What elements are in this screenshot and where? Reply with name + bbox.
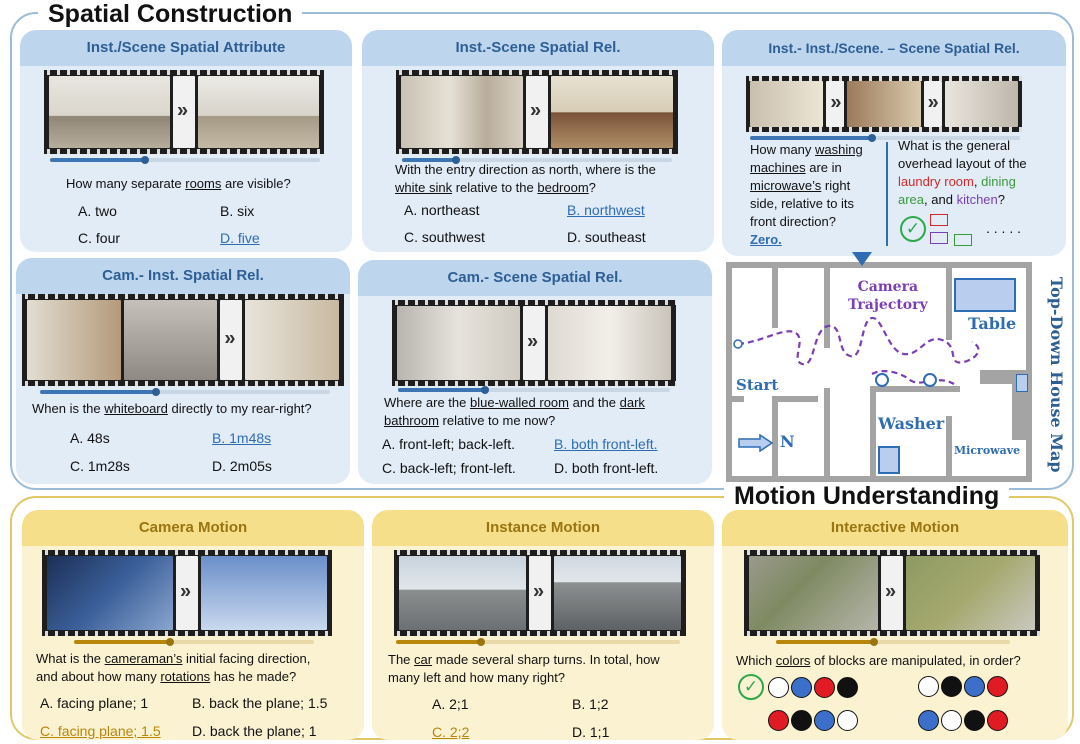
video-filmstrip xyxy=(392,300,676,386)
trajectory-label: Camera Trajectory xyxy=(848,279,928,313)
video-timeline xyxy=(396,640,680,644)
top-down-house-map xyxy=(726,262,1032,482)
color-set-1 xyxy=(738,674,860,700)
timeline-marker xyxy=(141,156,149,164)
camera-trajectory-path xyxy=(732,268,1026,476)
arrow-icon xyxy=(924,81,942,127)
panel-title: Cam.- Scene Spatial Rel. xyxy=(358,260,712,296)
check-icon: ✓ xyxy=(738,674,764,700)
block-dot xyxy=(837,710,858,731)
table-label: Table xyxy=(968,314,1017,333)
video-frame xyxy=(906,556,1035,630)
option-c-answer: C. 2;2 xyxy=(432,724,470,740)
panel-title: Inst.- Inst./Scene. – Scene Spatial Rel. xyxy=(722,30,1066,66)
arrow-icon xyxy=(173,76,195,148)
timeline-progress xyxy=(40,390,156,394)
video-frame xyxy=(397,306,520,380)
option-a: A. 48s xyxy=(70,430,110,446)
panel-cam-inst-rel xyxy=(16,258,350,484)
color-set-4 xyxy=(918,710,1010,731)
option-d-answer: D. five xyxy=(220,230,260,246)
timeline-marker xyxy=(166,638,174,646)
video-timeline xyxy=(74,640,314,644)
video-frame xyxy=(749,556,878,630)
divider-line xyxy=(886,142,888,246)
layout-purple-box xyxy=(930,232,948,244)
block-dot xyxy=(964,710,985,731)
block-dot xyxy=(791,710,812,731)
question-text: How many separate rooms are visible? xyxy=(66,176,291,191)
check-icon: ✓ xyxy=(900,216,926,242)
arrow-icon xyxy=(881,556,903,630)
color-set-2 xyxy=(918,676,1010,697)
option-c: C. back-left; front-left. xyxy=(382,460,516,476)
microwave-label: Microwave xyxy=(954,444,1021,457)
panel-title: Cam.- Inst. Spatial Rel. xyxy=(16,258,350,294)
video-frame xyxy=(847,81,920,127)
video-timeline xyxy=(50,158,320,162)
arrow-icon xyxy=(176,556,198,630)
video-frame xyxy=(27,300,121,380)
panel-inst-inst-scene-rel xyxy=(722,30,1066,256)
panel-spatial-attribute xyxy=(20,30,352,252)
motion-understanding-title: Motion Understanding xyxy=(724,482,1009,510)
option-b: B. six xyxy=(220,203,255,219)
question-text-washing: How many washing machines are in microwave’s right side, relative to its front direction? xyxy=(750,142,863,229)
option-c: C. southwest xyxy=(404,229,485,245)
video-frame xyxy=(124,300,218,380)
option-d: D. 1;1 xyxy=(572,724,610,740)
video-frame xyxy=(399,556,526,630)
panel-instance-motion xyxy=(372,510,714,740)
video-frame xyxy=(245,300,339,380)
arrow-icon xyxy=(826,81,844,127)
timeline-marker xyxy=(152,388,160,396)
block-dot xyxy=(987,710,1008,731)
arrow-icon xyxy=(526,76,548,148)
video-filmstrip xyxy=(22,294,344,386)
block-dot xyxy=(918,676,939,697)
option-b-answer: B. both front-left. xyxy=(554,436,658,452)
timeline-progress xyxy=(750,136,872,140)
option-c: C. 1m28s xyxy=(70,458,130,474)
block-dot xyxy=(837,677,858,698)
video-frame xyxy=(49,76,170,148)
arrow-icon xyxy=(220,300,242,380)
layout-red-box xyxy=(930,214,948,226)
timeline-marker xyxy=(481,386,489,394)
video-frame xyxy=(554,556,681,630)
option-a: A. 2;1 xyxy=(432,696,469,712)
arrow-icon xyxy=(523,306,545,380)
panel-camera-motion xyxy=(22,510,364,740)
video-filmstrip xyxy=(394,550,686,636)
block-dot xyxy=(941,710,962,731)
arrow-icon xyxy=(529,556,551,630)
washer-label: Washer xyxy=(878,414,945,433)
option-b-answer: B. northwest xyxy=(567,202,645,218)
video-timeline xyxy=(398,388,670,392)
option-d: D. 2m05s xyxy=(212,458,272,474)
option-a: A. northeast xyxy=(404,202,480,218)
block-dot xyxy=(768,677,789,698)
timeline-progress xyxy=(776,640,874,644)
block-dot xyxy=(791,677,812,698)
video-frame xyxy=(548,306,671,380)
answer-zero: Zero. xyxy=(750,232,782,247)
video-filmstrip xyxy=(746,76,1022,132)
question-text: When is the whiteboard directly to my rear-right? xyxy=(32,401,312,416)
timeline-progress xyxy=(396,640,481,644)
video-frame xyxy=(945,81,1018,127)
panel-title: Inst./Scene Spatial Attribute xyxy=(20,30,352,66)
panel-title: Interactive Motion xyxy=(722,510,1068,546)
option-d: D. back the plane; 1 xyxy=(192,723,317,739)
panel-inst-scene-rel xyxy=(362,30,714,252)
video-filmstrip xyxy=(396,70,678,154)
panel-title: Inst.-Scene Spatial Rel. xyxy=(362,30,714,66)
video-timeline xyxy=(40,390,330,394)
video-filmstrip xyxy=(44,70,324,154)
video-frame xyxy=(47,556,173,630)
spatial-construction-title: Spatial Construction xyxy=(38,0,302,28)
video-frame xyxy=(198,76,319,148)
question-text: Which colors of blocks are manipulated, in order? xyxy=(736,653,1021,668)
video-timeline xyxy=(776,640,1010,644)
video-frame xyxy=(750,81,823,127)
block-dot xyxy=(814,710,835,731)
option-d: D. both front-left. xyxy=(554,460,659,476)
video-frame xyxy=(401,76,523,148)
video-frame xyxy=(551,76,673,148)
panel-title: Camera Motion xyxy=(22,510,364,546)
option-d: D. southeast xyxy=(567,229,646,245)
trajectory-pointer xyxy=(852,252,872,266)
option-a: A. two xyxy=(78,203,117,219)
video-filmstrip xyxy=(42,550,332,636)
layout-green-box xyxy=(954,234,972,246)
option-b: B. 1;2 xyxy=(572,696,609,712)
question-text: What is the cameraman’s initial facing direction, and about how many rotations has he made? xyxy=(36,651,311,684)
top-down-house-map-label: Top-Down House Map xyxy=(1047,277,1066,473)
block-dot xyxy=(814,677,835,698)
start-label: Start xyxy=(736,376,779,394)
color-set-3 xyxy=(768,710,860,731)
option-a: A. front-left; back-left. xyxy=(382,436,516,452)
block-dot xyxy=(918,710,939,731)
panel-interactive-motion xyxy=(722,510,1068,740)
question-text-layout: What is the general overhead layout of the laundry room, dining area, and kitchen? xyxy=(898,138,1027,207)
video-frame xyxy=(201,556,327,630)
option-c-answer: C. facing plane; 1.5 xyxy=(40,723,161,739)
block-dot xyxy=(768,710,789,731)
block-dot xyxy=(987,676,1008,697)
option-c: C. four xyxy=(78,230,121,246)
timeline-marker xyxy=(870,638,878,646)
north-label: N xyxy=(780,432,795,451)
option-b: B. back the plane; 1.5 xyxy=(192,695,328,711)
question-text: Where are the blue-walled room and the dark bathroom relative to me now? xyxy=(384,395,645,428)
ellipsis: . . . . . xyxy=(986,220,1022,236)
block-dot xyxy=(941,676,962,697)
panel-title: Instance Motion xyxy=(372,510,714,546)
timeline-progress xyxy=(74,640,170,644)
timeline-marker xyxy=(477,638,485,646)
question-text: The car made several sharp turns. In total, how many left and how many right? xyxy=(388,652,660,685)
option-a: A. facing plane; 1 xyxy=(40,695,149,711)
question-text: With the entry direction as north, where is the white sink relative to the bedroom? xyxy=(395,162,656,195)
timeline-progress xyxy=(50,158,145,162)
option-b-answer: B. 1m48s xyxy=(212,430,272,446)
block-dot xyxy=(964,676,985,697)
panel-cam-scene-rel xyxy=(358,260,712,484)
timeline-progress xyxy=(398,388,485,392)
video-filmstrip xyxy=(744,550,1040,636)
